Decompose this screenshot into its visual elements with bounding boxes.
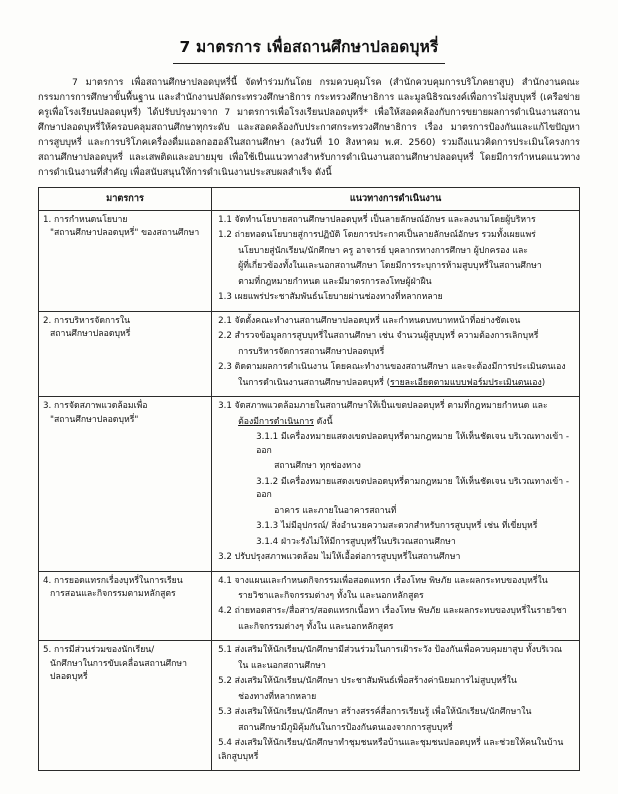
table-row — [39, 397, 580, 571]
measure-subtitle: นักศึกษาในการขับเคลื่อนสถานศึกษาปลอดบุหรี่ — [50, 658, 188, 683]
guideline-line: 5.1 ส่งเสริมให้นักเรียน/นักศึกษามีส่วนร่วมในการเฝ้าระวัง ป้องกันเพื่อควบคุมยาสูบ ทั้งบริเวณ — [218, 645, 562, 656]
guideline-line: 2.3 ติดตามผลการดำเนินงาน โดยคณะทำงานของสถานศึกษา และจะต้องมีการประเมินตนเอง — [218, 362, 566, 373]
table-row — [39, 641, 580, 771]
measure-title: 3. การจัดสภาพแวดล้อมเพื่อ — [43, 401, 148, 412]
page-bottom-edge — [0, 794, 618, 800]
guideline-line: 2.1 จัดตั้งคณะทำงานสถานศึกษาปลอดบุหรี่ และกำหนดบทบาทหน้าที่อย่างชัดเจน — [218, 315, 521, 326]
guideline-line: สถานศึกษามีภูมิคุ้มกันในการป้องกันตนเองจากการสูบบุหรี่ — [238, 722, 453, 733]
guideline-cell — [212, 641, 580, 771]
guideline-line: 4.1 จางแผนและกำหนดกิจกรรมเพื่อสอดแทรก เรื่องโทษ พิษภัย และผลกระทบของบุหรี่ใน — [218, 575, 548, 586]
guideline-line: 3.1.3 ไม่มีอุปกรณ์/ สิ่งอำนวยความสะดวกสำหรับการสูบบุหรี่ เช่น ที่เขี่ยบุหรี่ — [256, 521, 538, 532]
guideline-line: 1.3 เผยแพร่ประชาสัมพันธ์นโยบายผ่านช่องทางที่หลากหลาย — [218, 292, 443, 303]
guideline-line: การบริหารจัดการสถานศึกษาปลอดบุหรี่ — [238, 346, 385, 357]
guideline-cell — [212, 311, 580, 396]
measure-subtitle: สถานศึกษาปลอดบุหรี่ — [50, 329, 131, 340]
guideline-line: อาคาร และภายในอาคารสถานที่ — [274, 505, 397, 516]
guideline-line: และกิจกรรมต่างๆ ทั้งใน และนอกหลักสูตร — [238, 621, 394, 632]
guideline-line: 3.2 ปรับปรุงสภาพแวดล้อม ไม่ให้เอื้อต่อการสูบบุหรี่ในสถานศึกษา — [218, 552, 461, 563]
guideline-line: ต้องมีการดำเนินการ ดังนี้ — [238, 416, 333, 427]
measure-cell — [39, 311, 212, 396]
measure-cell — [39, 397, 212, 571]
measure-subtitle: "สถานศึกษาปลอดบุหรี่" ของสถานศึกษา — [50, 228, 200, 239]
guideline-line: สถานศึกษา ทุกช่องทาง — [274, 461, 361, 472]
measure-title: 5. การมีส่วนร่วมของนักเรียน/ — [43, 645, 155, 656]
table-row — [39, 311, 580, 396]
table-header-row — [39, 187, 580, 210]
column-header-guideline: แนวทางการดำเนินงาน — [212, 187, 580, 210]
guideline-line: 4.2 ถ่ายทอดสาระ/สื่อสาร/สอดแทรกเนื้อหา เรื่องโทษ พิษภัย และผลกระทบของบุหรี่ในรายวิชา — [218, 606, 567, 617]
column-header-measure: มาตรการ — [39, 187, 212, 210]
measure-cell — [39, 210, 212, 311]
guideline-line: ช่องทางที่หลากหลาย — [238, 691, 317, 702]
guideline-line: 5.2 ส่งเสริมให้นักเรียน/นักศึกษา ประชาสัมพันธ์เพื่อสร้างค่านิยมการไม่สูบบุหรี่ใน — [218, 676, 517, 687]
guideline-line: 3.1.2 มีเครื่องหมายแสดงเขตปลอดบุหรี่ตามกฎหมาย ให้เห็นชัดเจน บริเวณทางเข้า - ออก — [256, 476, 570, 501]
guideline-line: รายวิชาและกิจกรรมต่างๆ ทั้งใน และนอกหลักสูตร — [238, 590, 424, 601]
guideline-line: 3.1 จัดสภาพแวดล้อมภายในสถานศึกษาให้เป็นเขตปลอดบุหรี่ ตามที่กฎหมายกำหนด และ — [218, 401, 548, 412]
intro-paragraph: 7 มาตรการ เพื่อสถานศึกษาปลอดบุหรี่นี้ จัดทำร่วมกันโดย กรมควบคุมโรค (สำนักควบคุมการบริโภคยาสูบ) สำนักงานคณะกรรมการการศึกษาขั้นพื้นฐาน และสำนักงานปลัดกระทรวงศึกษาธิการ กระทรวงศึกษาธิการ และมูลนิธิรณรงค์เพื่อการไม่สูบบุหรี่ (เครือข่ายครูเพื่อโรงเรียนปลอดบุหรี่) ได้ปรับปรุงมาจาก 7 มาตรการเพื่อโรงเรียนปลอดบุหรี่* เพื่อให้สอดคล้องกับการขยายผลการดำเนินงานสถานศึกษาปลอดบุหรี่ให้ครอบคลุมสถานศึกษาทุกระดับ และสอดคล้องกับประกาศกระทรวงศึกษาธิการ เรื่อง มาตรการป้องกันและแก้ไขปัญหาการสูบบุหรี่ และการบริโภคเครื่องดื่มแอลกอฮอล์ในสถานศึกษา (ลงวันที่ 10 สิงหาคม พ.ศ. 2560) รวมถึงแนวคิดการประเมินโครงการสถานศึกษาปลอดบุหรี่ และเสพติดและอบายมุข เพื่อใช้เป็นแนวทางสำหรับการดำเนินงานสถานศึกษาปลอดบุหรี่ โดยมีการกำหนดแนวทางการดำเนินงานที่สำคัญ เพื่อสนับสนุนให้การดำเนินงานประสบผลสำเร็จ ดังนี้ — [38, 77, 580, 178]
table-row — [39, 571, 580, 641]
guideline-line: ตามที่กฎหมายกำหนด และมีมาตรการลงโทษผู้ฝ่าฝืน — [238, 276, 432, 287]
measure-title: 1. การกำหนดนโยบาย — [43, 214, 128, 225]
guideline-line: 3.1.4 ฝ่าวะรังไม่ให้มีการสูบบุหรี่ในบริเวณสถานศึกษา — [256, 536, 456, 547]
measure-cell — [39, 571, 212, 641]
measure-cell — [39, 641, 212, 771]
guideline-cell — [212, 571, 580, 641]
measure-title: 2. การบริหารจัดการใน — [43, 315, 131, 326]
guideline-cell — [212, 210, 580, 311]
guideline-line: 1.2 ถ่ายทอดนโยบายสู่การปฏิบัติ โดยการประกาศเป็นลายลักษณ์อักษร รวมทั้งเผยแพร่ — [218, 230, 536, 241]
measures-table — [38, 187, 580, 772]
guideline-cell — [212, 397, 580, 571]
page-title: 7 มาตรการ เพื่อสถานศึกษาปลอดบุหรี่ — [179, 38, 439, 56]
guideline-line: ในการดำเนินงานสถานศึกษาปลอดบุหรี่ (รายละเอียดตามแบบฟอร์มประเมินตนเอง) — [238, 377, 546, 388]
guideline-line: 5.4 ส่งเสริมให้นักเรียน/นักศึกษาทำชุมชนหรือบ้านและชุมชนปลอดบุหรี่ และช่วยให้คนในบ้านเลิกสูบบุหรี่ — [218, 738, 564, 762]
guideline-line: 3.1.1 มีเครื่องหมายแสดงเขตปลอดบุหรี่ตามกฎหมาย ให้เห็นชัดเจน บริเวณทางเข้า - ออก — [256, 432, 570, 456]
guideline-line: นโยบายสู่นักเรียน/นักศึกษา ครู อาจารย์ บุคลากรทางการศึกษา ผู้ปกครอง และ — [238, 245, 528, 256]
guideline-line: ใน และนอกสถานศึกษา — [238, 660, 326, 671]
guideline-line: 2.2 สำรวจข้อมูลการสูบบุหรี่ในสถานศึกษา เช่น จำนวนผู้สูบบุหรี่ ความต้องการเลิกบุหรี่ — [218, 331, 539, 342]
table-body — [39, 210, 580, 770]
measure-title: 4. การยอดแทรกเรื่องบุหรี่ในการเรียน — [43, 575, 183, 586]
measure-subtitle: "สถานศึกษาปลอดบุหรี่" — [50, 414, 139, 425]
measure-subtitle: การสอนและกิจกรรมตามหลักสูตร — [50, 588, 176, 599]
guideline-line: 1.1 จัดทำนโยบายสถานศึกษาปลอดบุหรี่ เป็นลายลักษณ์อักษร และลงนามโดยผู้บริหาร — [218, 214, 536, 225]
guideline-line: 5.3 ส่งเสริมให้นักเรียน/นักศึกษา สร้างสรรค์สื่อการเรียนรู้ เพื่อให้นักเรียน/นักศึกษาใน — [218, 707, 532, 718]
title-underline — [173, 63, 445, 64]
guideline-line: ผู้ที่เกี่ยวข้องทั้งในและนอกสถานศึกษา โดยมีการระบุการห้ามสูบบุหรี่ในสถานศึกษา — [238, 261, 542, 272]
table-row — [39, 210, 580, 311]
